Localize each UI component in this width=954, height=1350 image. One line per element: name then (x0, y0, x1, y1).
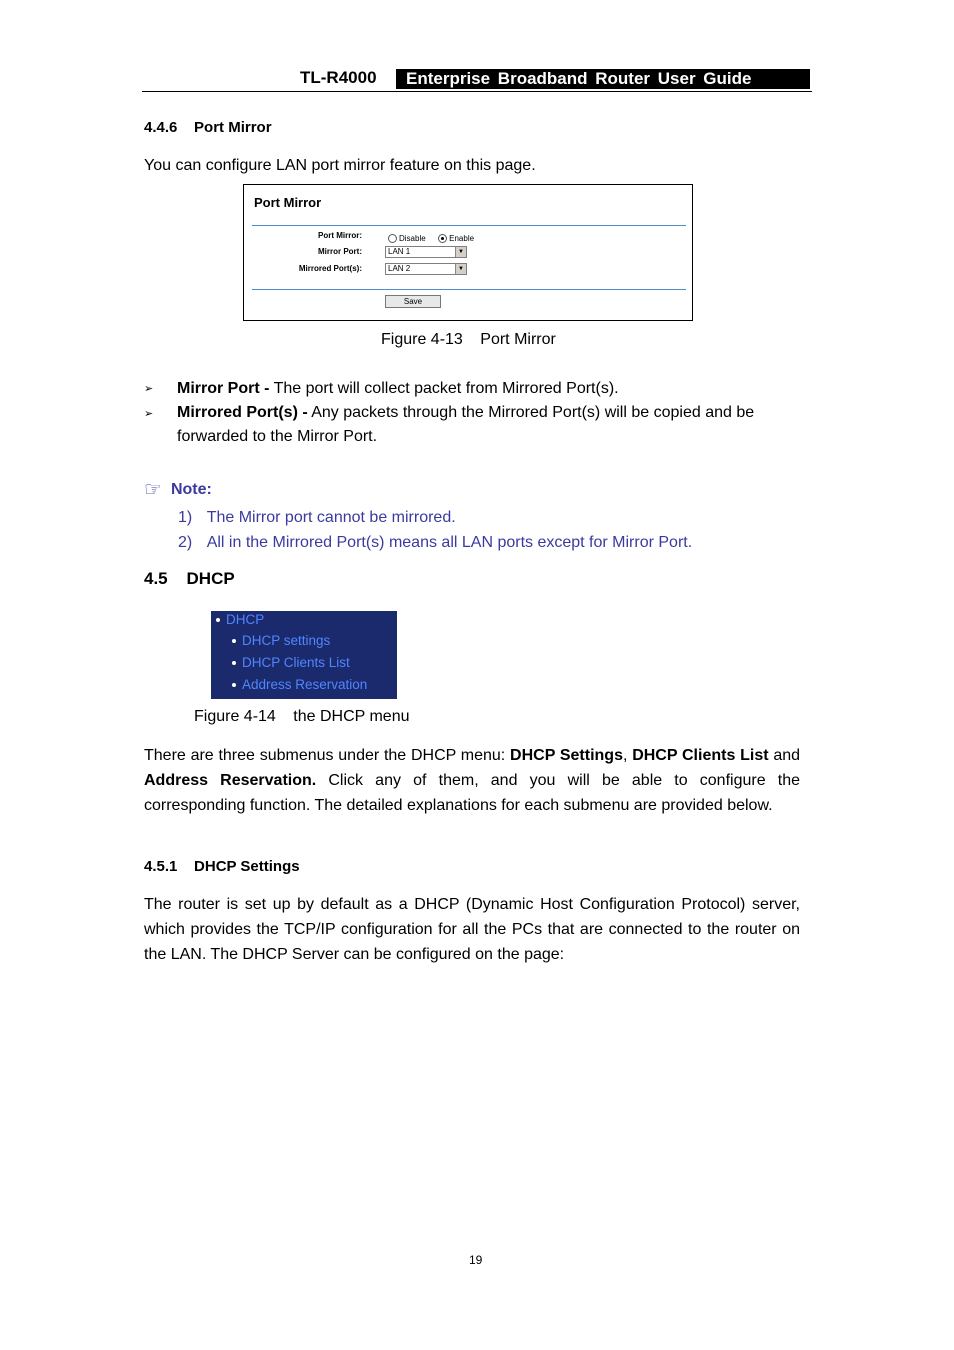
chevron-down-icon[interactable]: ▼ (455, 247, 466, 257)
dhcp-menu-figure (211, 611, 397, 699)
note-item-number: 1) (178, 509, 193, 526)
paragraph-bold: Address Reservation. (144, 772, 317, 789)
page-number: 19 (469, 1253, 483, 1267)
menu-item-label: Address Reservation (242, 677, 368, 692)
note-item-text: All in the Mirrored Port(s) means all LAN ports except for Mirror Port. (206, 534, 693, 551)
bullet-text: Any packets through the Mirrored Port(s) will be copied and be forwarded to the Mirror Port. (177, 404, 755, 445)
bullet-list (144, 376, 804, 449)
header-guide-title: Enterprise Broadband Router User Guide (396, 69, 810, 89)
note-item (178, 505, 456, 530)
paragraph-bold: DHCP Clients List (632, 747, 769, 764)
header-model: TL-R4000 (300, 68, 377, 87)
port-mirror-intro: You can configure LAN port mirror feature on this page. (144, 157, 536, 174)
caption-number: Figure 4-14 (194, 708, 276, 725)
section-heading-dhcp: 4.5 DHCP (144, 569, 235, 588)
note-label: Note: (170, 481, 212, 498)
note-item-number: 2) (178, 534, 193, 551)
dhcp-settings-paragraph: The router is set up by default as a DHCP (Dynamic Host Configuration Protocol) server, which provides the TCP/IP configuration for all the PCs that are connected to the router on the LAN. The DHCP Server can be configured on the page: (144, 896, 800, 963)
chevron-down-icon[interactable]: ▼ (455, 264, 466, 274)
port-mirror-figure (243, 184, 693, 321)
save-button[interactable]: Save (385, 295, 441, 308)
paragraph-text: and (768, 747, 801, 764)
bullet-term: Mirror Port - (177, 380, 270, 397)
section-heading-dhcp-settings: 4.5.1 DHCP Settings (144, 858, 300, 875)
paragraph-text: Click any of them, and you will be able to configure the corresponding function. The detailed explanations for each submenu are provided below. (144, 772, 800, 814)
paragraph-bold: DHCP Settings (510, 747, 623, 764)
arrow-bullet-icon: ➢ (144, 383, 154, 395)
list-item (144, 401, 804, 449)
list-item (144, 376, 804, 401)
paragraph-text: There are three submenus under the DHCP menu: (144, 747, 511, 764)
section-heading-port-mirror: 4.4.6 Port Mirror (144, 119, 272, 136)
menu-item-address-reservation[interactable] (232, 677, 367, 692)
bullet-dot-icon (232, 639, 236, 643)
mirror-port-value: LAN 1 (388, 247, 411, 256)
mirror-port-label: Mirror Port: (318, 247, 362, 256)
bullet-dot-icon (232, 683, 236, 687)
menu-item-label: DHCP Clients List (242, 655, 350, 670)
caption-text: Port Mirror (480, 331, 556, 348)
mirror-port-select[interactable] (385, 246, 467, 258)
menu-item-label: DHCP (226, 612, 265, 627)
port-mirror-panel-title: Port Mirror (254, 195, 322, 210)
header-rule (142, 91, 812, 92)
bullet-dot-icon (232, 661, 236, 665)
figure-caption-dhcp-menu (194, 708, 409, 726)
menu-item-dhcp-clients-list[interactable] (232, 655, 350, 670)
bullet-term: Mirrored Port(s) - (177, 404, 308, 421)
menu-item-dhcp-settings[interactable] (232, 633, 330, 648)
caption-number: Figure 4-13 (381, 331, 463, 348)
mirrored-ports-value: LAN 2 (388, 264, 411, 273)
note-item-text: The Mirror port cannot be mirrored. (206, 509, 456, 526)
menu-item-dhcp[interactable] (216, 612, 264, 627)
bullet-dot-icon (216, 618, 220, 622)
paragraph-text: , (622, 747, 633, 764)
divider (252, 289, 686, 290)
port-mirror-label: Port Mirror: (318, 231, 362, 240)
figure-caption-port-mirror (381, 331, 556, 349)
menu-item-label: DHCP settings (242, 633, 331, 648)
bullet-text: The port will collect packet from Mirrored Port(s). (269, 380, 619, 397)
radio-disable[interactable] (388, 234, 397, 243)
mirrored-ports-select[interactable] (385, 263, 467, 275)
note-heading (144, 477, 212, 502)
dhcp-intro-paragraph (144, 743, 800, 818)
arrow-bullet-icon: ➢ (144, 408, 154, 420)
caption-text: the DHCP menu (293, 708, 410, 725)
radio-enable[interactable] (438, 234, 447, 243)
radio-enable-label: Enable (449, 234, 475, 244)
divider (252, 225, 686, 226)
mirrored-ports-label: Mirrored Port(s): (298, 264, 362, 273)
note-item (178, 530, 692, 555)
radio-disable-label: Disable (399, 234, 426, 244)
pointing-hand-icon: ☞ (144, 479, 162, 501)
